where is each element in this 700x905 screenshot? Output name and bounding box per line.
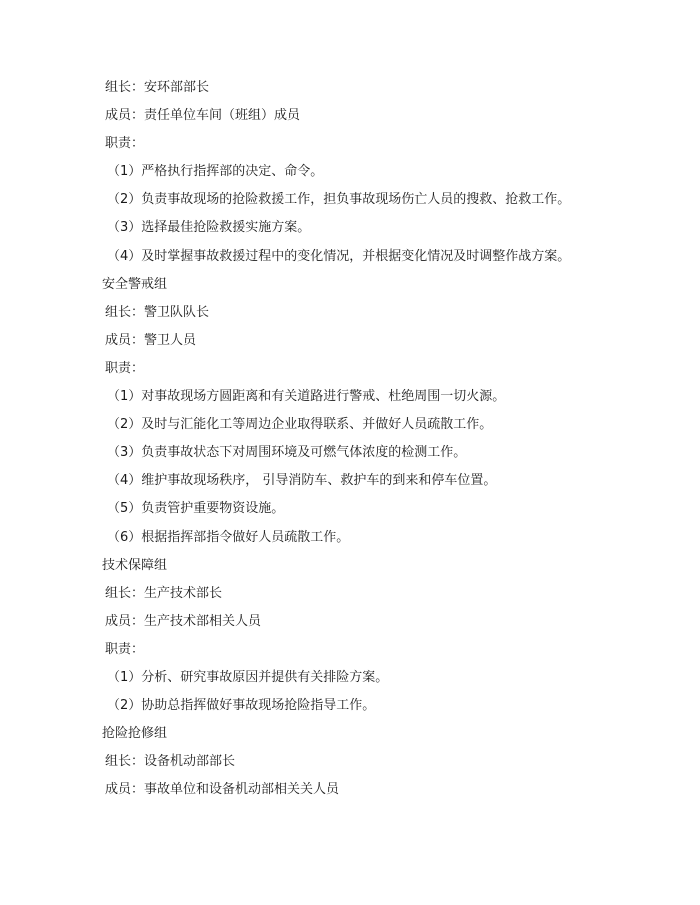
- section-title-tech-support: 技术保障组: [102, 557, 168, 573]
- section-title-repair: 抢险抢修组: [102, 726, 168, 742]
- members-line: 成员：事故单位和设备机动部相关关人员: [105, 782, 340, 798]
- duty-item: （1）分析、研究事故原因并提供有关排险方案。: [107, 669, 389, 685]
- duty-item: （1）对事故现场方圆距离和有关道路进行警戒、杜绝周围一切火源。: [107, 389, 506, 405]
- section-title-security: 安全警戒组: [102, 276, 168, 292]
- members-line: 成员：警卫人员: [105, 332, 197, 348]
- duty-item: （5）负责管护重要物资设施。: [107, 501, 285, 517]
- duty-item: （2）及时与汇能化工等周边企业取得联系、并做好人员疏散工作。: [107, 417, 493, 433]
- duty-item: （4）及时掌握事故救援过程中的变化情况，并根据变化情况及时调整作战方案。: [107, 248, 571, 264]
- duties-heading: 职责：: [105, 360, 145, 376]
- duty-item: （2）协助总指挥做好事故现场抢险指导工作。: [107, 698, 376, 714]
- duties-heading: 职责：: [105, 136, 145, 152]
- duty-item: （2）负责事故现场的抢险救援工作，担负事故现场伤亡人员的搜救、抢救工作。: [107, 192, 571, 208]
- duty-item: （3）负责事故状态下对周围环境及可燃气体浓度的检测工作。: [107, 445, 467, 461]
- duty-item: （1）严格执行指挥部的决定、命令。: [107, 164, 324, 180]
- duty-item: （6）根据指挥部指令做好人员疏散工作。: [107, 529, 350, 545]
- members-line: 成员：责任单位车间（班组）成员: [105, 108, 301, 124]
- document-body: [0, 74, 700, 804]
- leader-line: 组长：生产技术部长: [105, 585, 223, 601]
- leader-line: 组长：安环部部长: [105, 80, 210, 95]
- duty-item: （3）选择最佳抢险救援实施方案。: [107, 220, 311, 236]
- members-line: 成员：生产技术部相关人员: [105, 613, 262, 629]
- duty-item: （4）维护事故现场秩序， 引导消防车、救护车的到来和停车位置。: [107, 473, 497, 489]
- duties-heading: 职责：: [105, 641, 145, 657]
- leader-line: 组长：警卫队队长: [105, 304, 210, 320]
- leader-line: 组长：设备机动部部长: [105, 754, 236, 770]
